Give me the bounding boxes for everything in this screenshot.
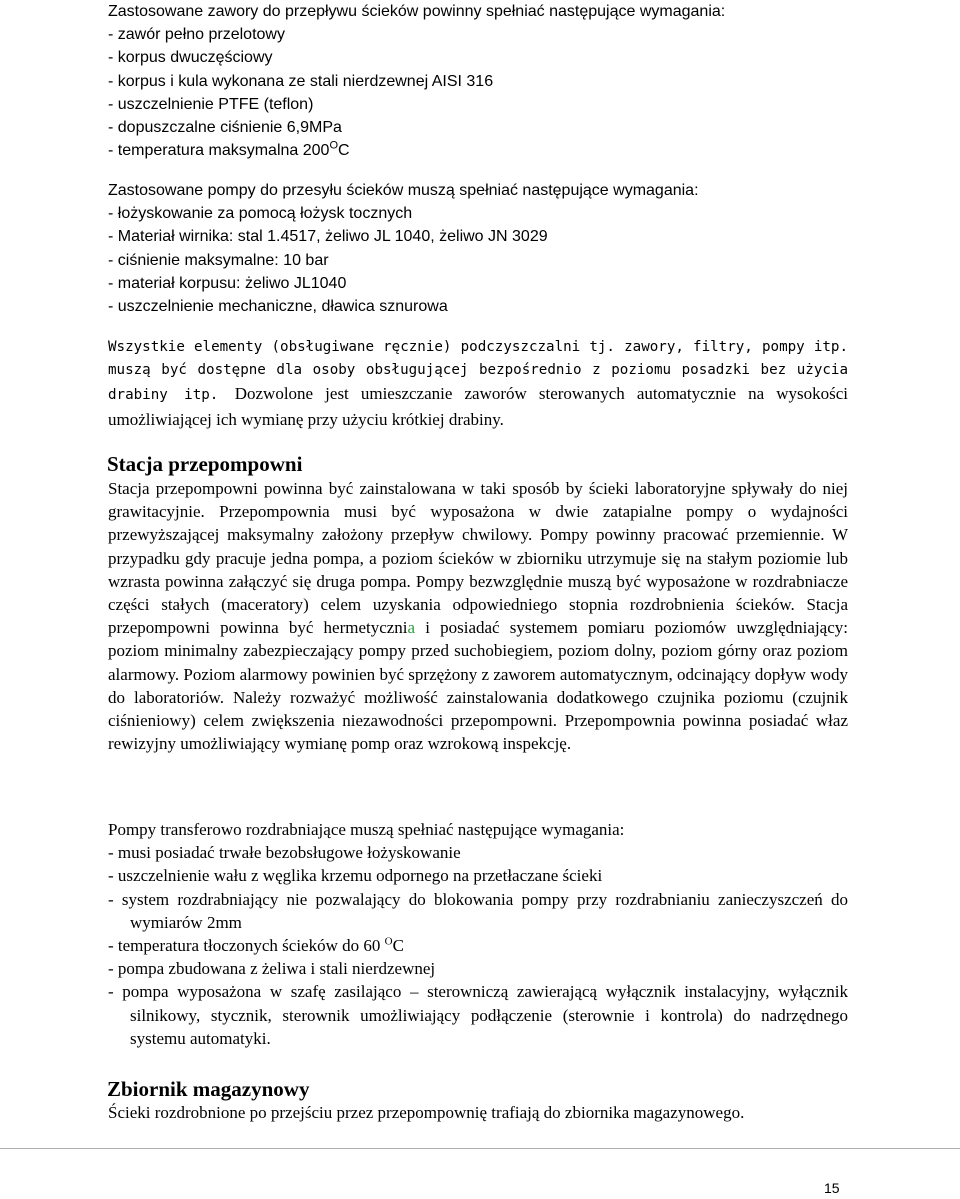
page-number: 15 xyxy=(824,1180,840,1196)
list-item: - materiał korpusu: żeliwo JL1040 xyxy=(108,274,347,292)
station-heading: Stacja przepompowni xyxy=(107,452,303,476)
temp-sup: O xyxy=(329,139,338,152)
station-text: Stacja przepompowni powinna być zainstalowana w taki sposób by ścieki laboratoryjne spływały do niej grawitacyjnie. Przepompownia musi być wyposażona w dwie zatapialne pompy o wydajności przewyższającej maksymalny założony przepływ chwilowy. Pompy powinny pracować przemiennie. W przypadku gdy pracuje jedna pompa, a poziom ścieków w zbiorniku utrzymuje się na stałym poziomie lub wzrasta powinna załączyć się druga pompa. Pompy bezwzględnie muszą być wyposażone w rozdrabniacze części stałych (maceratory) celem uzyskania odpowiedniego stopnia rozdrobnienia ścieków. Stacja przepompowni powinna być hermetyczni xyxy=(108,479,848,638)
temp-prefix: - temperatura tłoczonych ścieków do 60 xyxy=(108,936,385,956)
list-item: - zawór pełno przelotowy xyxy=(108,26,285,44)
transfer-intro: Pompy transferowo rozdrabniające muszą spełniać następujące wymagania: xyxy=(108,820,625,839)
list-item: - musi posiadać trwałe bezobsługowe łożyskowanie xyxy=(108,843,461,863)
temp-suffix: C xyxy=(338,142,350,160)
list-item: - system rozdrabniający nie pozwalający do blokowania pompy przy rozdrabnianiu zanieczyszczeń do wymiarów 2mm xyxy=(108,889,848,932)
list-item: - ciśnienie maksymalne: 10 bar xyxy=(108,251,329,269)
list-item: - uszczelnienie mechaniczne, dławica sznurowa xyxy=(108,298,448,316)
tank-heading: Zbiornik magazynowy xyxy=(107,1077,310,1101)
list-item: - korpus i kula wykonana ze stali nierdzewnej AISI 316 xyxy=(108,72,494,90)
cleaning-text-1: Wszystkie elementy (obsługiwane ręcznie) podczyszczalni tj. zawory, filtry, pompy itp. muszą być dostępne dla osoby obsługującej bezpośrednio z poziomu posadzki bez użycia drabiny itp. xyxy=(108,339,848,404)
list-item: - pompa zbudowana z żeliwa i stali nierdzewnej xyxy=(108,959,436,979)
list-item: - uszczelnienie wału z węglika krzemu odpornego na przetłaczane ścieki xyxy=(108,866,603,886)
footer-divider xyxy=(0,1148,960,1149)
list-item: - dopuszczalne ciśnienie 6,9MPa xyxy=(108,119,342,137)
pumps-intro: Zastosowane pompy do przesyłu ścieków muszą spełniać następujące wymagania: xyxy=(108,182,699,199)
temp-sup: O xyxy=(384,935,393,948)
list-item xyxy=(108,139,848,162)
pumps-section xyxy=(108,179,848,318)
cleaning-paragraph xyxy=(108,336,848,433)
station-body xyxy=(108,477,848,755)
list-item: - łożyskowanie za pomocą łożysk tocznych xyxy=(108,205,413,223)
list-item: - Materiał wirnika: stal 1.4517, żeliwo JL 1040, żeliwo JN 3029 xyxy=(108,228,548,246)
station-text-cont: i posiadać systemem pomiaru poziomów uwzględniający: poziom minimalny zabezpieczający pompy przed suchobiegiem, poziom dolny, poziom górny oraz poziom alarmowy. Poziom alarmowy powinien być sprzężony z zaworem automatycznym, odcinający dopływ wody do laboratoriów. Należy rozważyć możliwość zainstalowania dodatkowego czujnika poziomu (czujnik ciśnieniowy) celem zwiększenia niezawodności przepompowni. Przepompownia powinna posiadać właz rewizyjny umożliwiający wymianę pomp oraz wzrokową inspekcję. xyxy=(108,618,848,754)
station-text-highlight: a xyxy=(407,618,416,638)
temp-prefix: - temperatura maksymalna 200 xyxy=(108,142,330,160)
list-item: - korpus dwuczęściowy xyxy=(108,49,273,67)
list-item xyxy=(108,934,848,957)
cleaning-text-2: Dozwolone jest umieszczanie zaworów sterowanych automatycznie na wysokości umożliwiającej ich wymianę przy użyciu krótkiej drabiny. xyxy=(108,384,848,429)
transfer-section xyxy=(108,818,848,1050)
valves-intro: Zastosowane zawory do przepływu ścieków powinny spełniać następujące wymagania: xyxy=(108,3,726,20)
list-item: - pompa wyposażona w szafę zasilająco – sterowniczą zawierającą wyłącznik instalacyjny, wyłącznik silnikowy, stycznik, sterownik umożliwiający podłączenie (sterownie i kontrola) do nadrzędnego systemu automatyki. xyxy=(108,982,848,1048)
tank-body xyxy=(108,1101,848,1124)
temp-suffix: C xyxy=(392,936,404,956)
valves-section xyxy=(108,0,848,162)
tank-text: Ścieki rozdrobnione po przejściu przez przepompownię trafiają do zbiornika magazynowego. xyxy=(108,1103,745,1122)
list-item: - uszczelnienie PTFE (teflon) xyxy=(108,95,314,113)
